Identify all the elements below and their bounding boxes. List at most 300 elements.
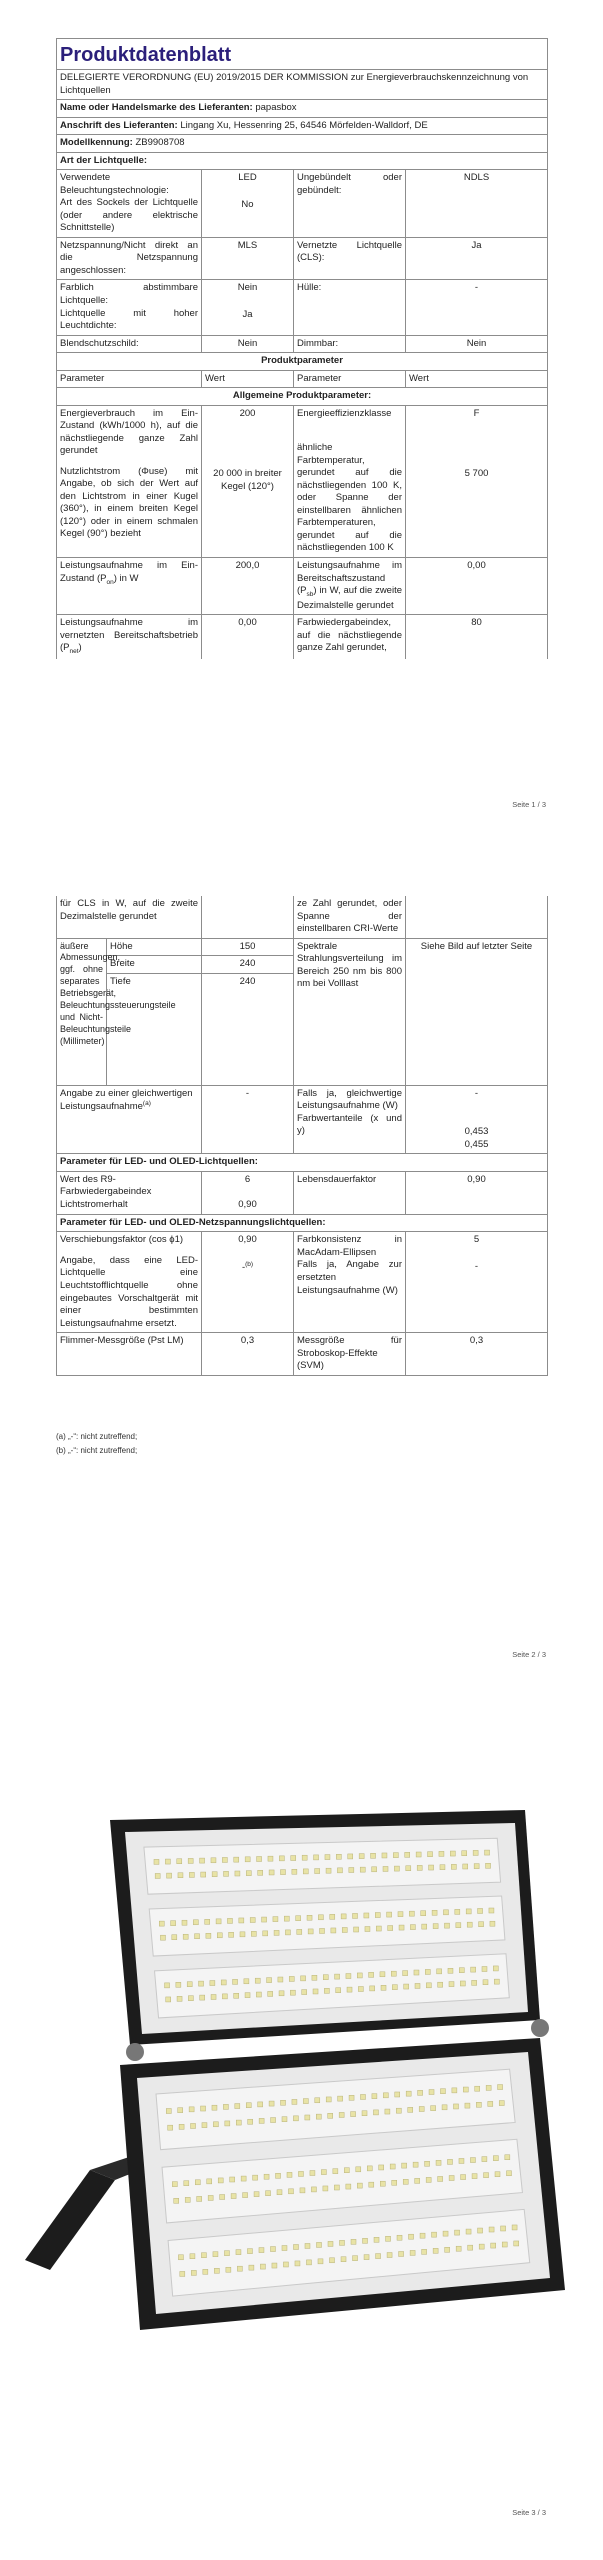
col-param-2: Parameter	[294, 370, 406, 388]
tunable-value-text: Nein	[237, 282, 258, 294]
model-row	[57, 135, 548, 153]
led-chip	[176, 1982, 181, 1987]
netstandby-label-sub: net	[69, 648, 79, 656]
led-chip	[455, 2230, 460, 2235]
led-chip	[268, 1856, 273, 1861]
led-chip	[505, 2155, 510, 2160]
led-chip	[498, 2085, 503, 2090]
netstandby-label-a: Leistungsaufnahme im vernetzten Bereitschaftsbetrieb (P	[60, 617, 198, 654]
led-chip	[482, 1967, 487, 1972]
led-chip	[499, 2101, 504, 2106]
led-chip	[282, 2117, 287, 2122]
led-chip	[200, 1858, 205, 1863]
led-chip	[360, 1867, 365, 1872]
led-chip	[340, 2240, 345, 2245]
led-chip	[383, 2093, 388, 2098]
led-chip	[318, 2259, 323, 2264]
floodlight-illustration	[20, 1790, 583, 2350]
led-chip	[471, 1967, 476, 1972]
led-chip	[256, 1992, 261, 1997]
led-chip	[482, 2157, 487, 2162]
led-chip	[387, 2253, 392, 2258]
led-chip	[207, 2179, 212, 2184]
led-chip	[365, 1927, 370, 1932]
led-chip	[403, 1971, 408, 1976]
supplier-label: Name oder Handelsmarke des Lieferanten:	[60, 102, 253, 114]
led-chip	[445, 2247, 450, 2252]
led-chip	[405, 1852, 410, 1857]
led-chip	[218, 2178, 223, 2183]
led-chip	[269, 1870, 274, 1875]
led-chip	[302, 1990, 307, 1995]
led-chip	[476, 2102, 481, 2107]
led-chip	[364, 1913, 369, 1918]
led-chip	[428, 1852, 433, 1857]
led-chip	[376, 2254, 381, 2259]
led-chip	[235, 2104, 240, 2109]
equiv-sup: (a)	[142, 1100, 151, 1108]
led-chip	[188, 1858, 193, 1863]
led-chip	[474, 1864, 479, 1869]
led-chip	[188, 1996, 193, 2001]
led-chip	[259, 2248, 264, 2253]
led-chip	[288, 2189, 293, 2194]
led-chip	[493, 2156, 498, 2161]
led-chip	[260, 2264, 265, 2269]
led-chip	[180, 2271, 185, 2276]
cct-label-text: ähnliche Farbtemperatur, gerundet auf die nächstliegenden 100 K, oder Spanne der einstellbaren ähnlichen Farbtemperaturen, gerundet auf die nächstliegenden 100 K	[297, 442, 402, 554]
led-chip	[349, 1867, 354, 1872]
flux-value-text: 20 000 in breiter Kegel (120°)	[213, 468, 282, 492]
led-chip	[432, 2232, 437, 2237]
led-chip	[443, 2231, 448, 2236]
led-chip	[323, 2186, 328, 2191]
led-chip	[502, 2242, 507, 2247]
led-chip	[449, 2176, 454, 2181]
led-chip	[243, 2193, 248, 2198]
led-chip	[224, 2251, 229, 2256]
led-chip	[203, 2269, 208, 2274]
led-chip	[486, 2085, 491, 2090]
led-chip	[472, 1980, 477, 1985]
led-chip	[236, 2120, 241, 2125]
consistency-value	[406, 1232, 548, 1333]
led-chip	[386, 2236, 391, 2241]
equiv-yes-label-text: Falls ja, gleichwertige Leistungsaufnahme (W)	[297, 1087, 402, 1112]
tunable-label	[57, 280, 202, 335]
led-chip	[463, 1864, 468, 1869]
r9-value-text: 6	[244, 1173, 251, 1185]
led-chip	[223, 2104, 228, 2109]
led-chip	[210, 1981, 215, 1986]
led-chip	[205, 1919, 210, 1924]
led-chip	[363, 2238, 368, 2243]
led-chip	[392, 2180, 397, 2185]
led-chip	[403, 2179, 408, 2184]
led-chip	[167, 1873, 172, 1878]
page-1	[0, 0, 603, 840]
led-chip	[316, 2114, 321, 2119]
led-chip	[166, 1997, 171, 2002]
led-chip	[415, 1983, 420, 1988]
led-chip	[404, 1984, 409, 1989]
led-chip	[253, 2175, 258, 2180]
led-chip	[168, 2125, 173, 2130]
led-chip	[249, 2265, 254, 2270]
led-chip	[512, 2225, 517, 2230]
replace-label-text: Angabe, dass eine LED-Lichtquelle eine Leuchtstofflichtquelle ohne eingebautes Vorschaltgerät mit einer bestimmten Leistungsaufnahme ersetzt.	[60, 1254, 198, 1329]
led-chip	[303, 1869, 308, 1874]
led-chip	[305, 2115, 310, 2120]
led-chip	[191, 2123, 196, 2128]
led-chip	[360, 2094, 365, 2099]
high-lum-label-text: Lichtquelle mit hoher Leuchtdichte:	[60, 307, 198, 332]
page-number-2: Seite 2 / 3	[512, 1650, 546, 1659]
led-chip	[372, 2094, 377, 2099]
led-chip	[486, 1863, 491, 1868]
led-chip	[177, 1859, 182, 1864]
maintenance-value-text: 0,90	[238, 1199, 257, 1211]
led-chip	[429, 1865, 434, 1870]
col-value-1: Wert	[202, 370, 294, 388]
flux-label-text: Nutzlichtstrom (Φuse) mit Angabe, ob sich der Wert auf den Lichtstrom in einer Kugel (360°), in einem breiten Kegel (120°) oder in einem schmalen Kegel (90°) bezieht	[60, 465, 198, 540]
led-chip	[372, 1867, 377, 1872]
led-chip	[351, 2239, 356, 2244]
led-chip	[178, 2108, 183, 2113]
led-chip	[390, 2164, 395, 2169]
led-chip	[433, 2248, 438, 2253]
led-chip	[460, 1981, 465, 1986]
standby-label	[294, 558, 406, 615]
spectral-label: Spektrale Strahlungsverteilung im Bereich 250 nm bis 800 nm bei Volllast	[294, 938, 406, 1085]
led-chip	[311, 2187, 316, 2192]
pf-label-text: Verschiebungsfaktor (cos ϕ1)	[60, 1234, 184, 1246]
led-chip	[348, 1854, 353, 1859]
height-label: Höhe	[107, 938, 202, 956]
led-chip	[396, 2108, 401, 2113]
tunable-label-text: Farblich abstimmbare Lichtquelle:	[60, 282, 198, 306]
power-on-label-b: ) in W	[113, 572, 139, 584]
led-chip	[494, 1979, 499, 1984]
led-chip	[282, 2246, 287, 2251]
led-chip	[373, 2110, 378, 2115]
pf-value	[202, 1232, 294, 1333]
led-chip	[483, 1980, 488, 1985]
led-chip	[250, 1918, 255, 1923]
led-chip	[433, 1924, 438, 1929]
led-chip	[273, 1917, 278, 1922]
flicker-label: Flimmer-Messgröße (Pst LM)	[57, 1333, 202, 1376]
led-chip	[323, 1975, 328, 1980]
led-chip	[172, 1935, 177, 1940]
led-chip	[402, 2163, 407, 2168]
general-params-heading: Allgemeine Produktparameter:	[57, 388, 548, 406]
led-chip	[177, 1996, 182, 2001]
equiv-yes-label	[294, 1085, 406, 1154]
led-chip	[291, 1856, 296, 1861]
led-chip	[337, 1868, 342, 1873]
led-chip	[240, 1932, 245, 1937]
led-chip	[339, 2112, 344, 2117]
consistency-value-text: 5	[473, 1234, 480, 1246]
led-chip	[197, 2196, 202, 2201]
led-chip	[357, 2183, 362, 2188]
led-chip	[195, 2180, 200, 2185]
led-chip	[278, 1977, 283, 1982]
led-chip	[279, 1856, 284, 1861]
led-chip	[398, 1912, 403, 1917]
led-chip	[159, 1921, 164, 1926]
led-chip	[211, 1994, 216, 1999]
led-chip	[247, 2249, 252, 2254]
led-chip	[234, 1993, 239, 1998]
led-chip	[341, 2257, 346, 2262]
led-chip	[380, 1972, 385, 1977]
led-chip	[193, 1920, 198, 1925]
led-chip	[491, 2243, 496, 2248]
led-chip	[189, 1872, 194, 1877]
led-chip	[190, 2254, 195, 2259]
page-number-3: Seite 3 / 3	[512, 2508, 546, 2517]
lower-led-rows	[156, 2069, 530, 2296]
envelope-value: -	[406, 280, 548, 335]
led-chip	[301, 1976, 306, 1981]
page-3	[0, 1700, 603, 2560]
led-chip	[226, 2267, 231, 2272]
led-chip	[271, 2118, 276, 2123]
pf-label	[57, 1232, 202, 1333]
led-chip	[346, 1974, 351, 1979]
led-chip	[354, 1927, 359, 1932]
led-chip	[220, 2195, 225, 2200]
led-chip	[212, 1872, 217, 1877]
led-chip	[182, 1920, 187, 1925]
led-chip	[297, 1929, 302, 1934]
led-chip	[290, 1990, 295, 1995]
replace-value-text: -	[241, 1262, 246, 1274]
led-chip	[234, 1857, 239, 1862]
upper-led-rows	[144, 1838, 509, 2018]
dimmable-label: Dimmbar:	[294, 335, 406, 353]
led-chip	[376, 1926, 381, 1931]
led-chip	[208, 2195, 213, 2200]
led-chip	[328, 2241, 333, 2246]
height-value: 150	[202, 938, 294, 956]
led-chip	[318, 1915, 323, 1920]
standby-label-sub: sb	[306, 590, 314, 598]
width-label: Breite	[107, 956, 202, 974]
led-chip	[201, 2106, 206, 2111]
led-chip	[306, 2260, 311, 2265]
netstandby-label-cont: für CLS in W, auf die zweite Dezimalstelle gerundet	[57, 896, 202, 938]
col-param-1: Parameter	[57, 370, 202, 388]
led-chip	[449, 1982, 454, 1987]
led-chip	[248, 2119, 253, 2124]
led-chip	[453, 2104, 458, 2109]
tech-label	[57, 170, 202, 238]
led-chip	[233, 1979, 238, 1984]
led-chip	[466, 2229, 471, 2234]
led-chip	[444, 1923, 449, 1928]
led-chip	[415, 2178, 420, 2183]
energy-class-label-text: Energieeffizienzklasse	[297, 407, 392, 419]
footnotes	[56, 1430, 137, 1457]
led-chip	[258, 1870, 263, 1875]
led-chip	[418, 2090, 423, 2095]
led-chip	[165, 1983, 170, 1988]
led-chip	[393, 1853, 398, 1858]
depth-label: Tiefe	[107, 973, 202, 1085]
footnote-b: (b) „-“: nicht zutreffend;	[56, 1445, 138, 1455]
consistency-label	[294, 1232, 406, 1333]
equiv-label-text: Angabe zu einer gleichwertigen Leistungsaufnahme	[60, 1087, 193, 1113]
cct-value-text: 5 700	[464, 468, 489, 480]
led-chip	[293, 2244, 298, 2249]
led-chip	[292, 2099, 297, 2104]
led-chip	[201, 2253, 206, 2258]
survival-value: 0,90	[406, 1171, 548, 1214]
depth-value: 240	[202, 973, 294, 1085]
mains-label: Netzspannung/Nicht direkt an die Netzspannung angeschlossen:	[57, 237, 202, 280]
led-chip	[212, 2105, 217, 2110]
led-chip	[328, 2113, 333, 2118]
led-chip	[459, 2158, 464, 2163]
led-chip	[356, 2167, 361, 2172]
led-chip	[349, 2095, 354, 2100]
led-chip	[316, 2242, 321, 2247]
led-chip	[185, 2197, 190, 2202]
led-chip	[467, 1922, 472, 1927]
led-chip	[347, 1987, 352, 1992]
led-chip	[406, 2091, 411, 2096]
equiv-yes-value-text: -	[474, 1087, 479, 1099]
led-chip	[422, 1924, 427, 1929]
led-chip	[303, 2099, 308, 2104]
high-lum-value-text: Ja	[242, 308, 253, 320]
led-chip	[421, 1911, 426, 1916]
led-chip	[437, 1969, 442, 1974]
led-chip	[245, 1993, 250, 1998]
led-chip	[314, 1855, 319, 1860]
led-chip	[353, 2256, 358, 2261]
led-chip	[452, 2088, 457, 2093]
led-chip	[315, 1869, 320, 1874]
led-chip	[395, 2092, 400, 2097]
netstandby-value-cont	[202, 896, 294, 938]
led-chip	[394, 1866, 399, 1871]
led-chip	[264, 2174, 269, 2179]
page-number-1: Seite 1 / 3	[512, 800, 546, 809]
led-chip	[239, 1918, 244, 1923]
led-chip	[300, 2188, 305, 2193]
standby-label-b: ) in W, auf die zweite Dezimalstelle gerundet	[297, 585, 402, 611]
led-chip	[479, 2244, 484, 2249]
led-chip	[283, 2262, 288, 2267]
datasheet-table-page1	[56, 38, 548, 659]
led-chip	[206, 1933, 211, 1938]
mount-bracket	[25, 2170, 115, 2270]
led-chip	[385, 2109, 390, 2114]
led-params-heading: Parameter für LED- und OLED-Lichtquellen:	[57, 1154, 548, 1172]
supplier-row	[57, 100, 548, 118]
energy-class-value-text: F	[473, 407, 480, 419]
undirected-label: Ungebündelt oder gebündelt:	[294, 170, 406, 238]
led-chip	[222, 1857, 227, 1862]
led-chip	[236, 2250, 241, 2255]
led-chip	[369, 2182, 374, 2187]
cri-value-cont	[406, 896, 548, 938]
led-chip	[429, 2090, 434, 2095]
tech-value-text: LED	[238, 172, 257, 184]
led-chip	[254, 2192, 259, 2197]
led-chip	[463, 2087, 468, 2092]
led-chip	[333, 2169, 338, 2174]
led-chip	[217, 1933, 222, 1938]
led-chip	[420, 2233, 425, 2238]
led-chip	[375, 1913, 380, 1918]
led-chip	[397, 2235, 402, 2240]
led-chip	[189, 2107, 194, 2112]
led-chip	[341, 1914, 346, 1919]
led-chip	[455, 1909, 460, 1914]
led-chip	[191, 2270, 196, 2275]
energy-class-value	[406, 405, 548, 557]
replace-yes-value-text: -	[474, 1260, 479, 1272]
led-chip	[338, 2096, 343, 2101]
datasheet-table-page2	[56, 896, 548, 1376]
survival-label: Lebensdauerfaktor	[294, 1171, 406, 1214]
led-chip	[490, 1921, 495, 1926]
cap-label-text: Art des Sockels der Lichtquelle (oder andere elektrische Schnittstelle)	[60, 197, 198, 234]
led-chip	[470, 2158, 475, 2163]
led-chip	[485, 1850, 490, 1855]
connected-value: Ja	[406, 237, 548, 280]
led-chip	[351, 2112, 356, 2117]
led-chip	[281, 2100, 286, 2105]
r9-label	[57, 1171, 202, 1214]
led-chip	[166, 2109, 171, 2114]
product-image	[20, 1790, 583, 2350]
led-chip	[371, 1853, 376, 1858]
netstandby-label-b: )	[78, 642, 82, 654]
tunable-value	[202, 280, 294, 335]
led-chip	[213, 2122, 218, 2127]
dimmable-value: Nein	[406, 335, 548, 353]
product-params-heading: Produktparameter	[57, 353, 548, 371]
tech-value	[202, 170, 294, 238]
led-chip	[160, 1935, 165, 1940]
led-chip	[431, 2106, 436, 2111]
led-chip	[399, 1925, 404, 1930]
led-chip	[310, 2171, 315, 2176]
led-chip	[495, 2172, 500, 2177]
led-chip	[380, 2181, 385, 2186]
led-chip	[346, 2184, 351, 2189]
mains-params-heading: Parameter für LED- und OLED-Netzspannungslichtquellen:	[57, 1214, 548, 1232]
led-chip	[448, 1968, 453, 1973]
led-chip	[257, 1856, 262, 1861]
led-chip	[321, 2170, 326, 2175]
led-chip	[336, 1854, 341, 1859]
led-chip	[268, 1991, 273, 1996]
led-chip	[506, 2171, 511, 2176]
led-chip	[414, 1970, 419, 1975]
led-chip	[334, 2185, 339, 2190]
led-chip	[362, 2111, 367, 2116]
led-chip	[432, 1910, 437, 1915]
glare-value: Nein	[202, 335, 294, 353]
led-chip	[391, 1971, 396, 1976]
